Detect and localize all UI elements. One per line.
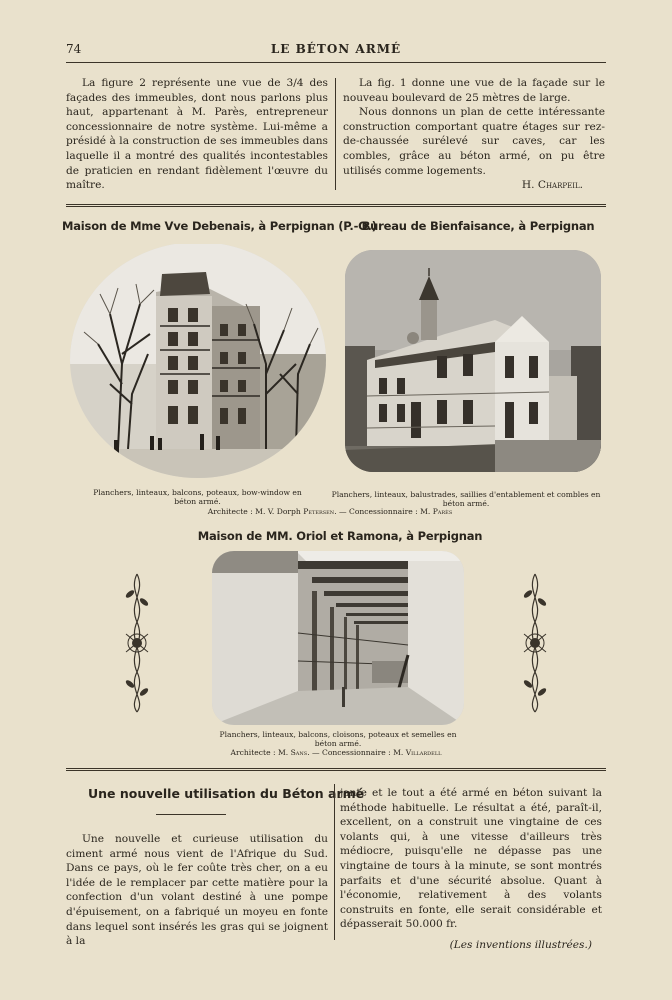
top-right-column bbox=[343, 76, 605, 193]
fig-bottom-title: Maison de MM. Oriol et Ramona, à Perpignan bbox=[197, 529, 483, 543]
article-source: (Les inventions illustrées.) bbox=[449, 938, 592, 951]
page-number: 74 bbox=[66, 42, 82, 56]
article-title: Une nouvelle utilisation du Béton armé bbox=[88, 786, 365, 801]
credit-2-concessionnaire-name: Villardell bbox=[405, 748, 442, 757]
floral-ornament-right bbox=[518, 572, 552, 714]
credit-2-architect-label: Architecte : M. bbox=[230, 748, 291, 757]
top-column-divider bbox=[335, 78, 336, 190]
article-left-paragraph: Une nouvelle et curieuse utilisation du ciment armé nous vient de l'Afrique du Sud. Dans ce pays, où le fer coûte très cher, on a eu l'idée de le remplacer par cette matière pour la confection d'un volant destiné à une pompe d'épuisement, on a fabriqué un moyeu en fonte dans lequel sont insérés les gras qui se joignent à la bbox=[66, 833, 328, 948]
article-right-column bbox=[340, 786, 602, 953]
header-rule bbox=[66, 62, 606, 63]
article-left-column bbox=[66, 832, 328, 949]
photo-maison-oriol-ramona bbox=[212, 551, 464, 725]
photo-maison-debenais bbox=[70, 244, 326, 482]
section-rule-bottom bbox=[66, 768, 606, 771]
page-header bbox=[66, 42, 606, 60]
section-rule-top bbox=[66, 204, 606, 207]
credit-2-concessionnaire-label: . — Concessionnaire : M. bbox=[307, 748, 406, 757]
top-left-paragraph: La figure 2 représente une vue de 3/4 des façades des immeubles, dont nous parlons plus haut, appartenant à M. Parès, entrepreneur concessionnaire de notre système. Lui-même a présidé à la construction de ses immeubles dans laquelle il a montré des qualités incontestables de praticien en rendant fidèlement l'œuvre du maître. bbox=[66, 77, 328, 192]
fig-bottom-caption: Planchers, linteaux, balcons, cloisons, poteaux et semelles en béton armé. bbox=[219, 730, 457, 748]
top-right-paragraph-1: La fig. 1 donne une vue de la façade sur le nouveau boulevard de 25 mètres de large. bbox=[343, 77, 605, 104]
floral-ornament-left bbox=[120, 572, 154, 714]
credit-1-architect-label: Architecte : M. V. Dorph bbox=[207, 507, 304, 516]
top-right-paragraph-2: Nous donnons un plan de cette intéressante construction comportant quatre étages sur rez-de-chaussée surélevé sur caves, car les combles, grâce au béton armé, on pu être utilisés comme logements. bbox=[343, 106, 605, 177]
credit-1-architect-name: Petersen bbox=[303, 507, 335, 516]
credit-line-1 bbox=[130, 507, 530, 516]
fig-left-title: Maison de Mme Vve Debenais, à Perpignan (P.-O.) bbox=[62, 219, 377, 233]
top-left-column bbox=[66, 76, 328, 193]
credit-line-2 bbox=[136, 748, 536, 757]
article-column-divider bbox=[334, 784, 335, 940]
credit-1-concessionnaire-label: . — Concessionnaire : M. bbox=[334, 507, 433, 516]
fig-left-caption: Planchers, linteaux, balcons, poteaux, bow-window en béton armé. bbox=[93, 488, 302, 506]
fig-right-caption: Planchers, linteaux, balustrades, saillies d'entablement et combles en béton armé. bbox=[331, 490, 601, 508]
credit-2-architect-name: Sans bbox=[290, 748, 308, 757]
journal-title: LE BÉTON ARMÉ bbox=[270, 42, 402, 56]
signature: H. Charpeil. bbox=[521, 179, 583, 192]
article-title-underline bbox=[156, 814, 226, 815]
credit-1-concessionnaire-name: Parès bbox=[432, 507, 453, 516]
photo-bureau-bienfaisance bbox=[345, 250, 601, 472]
article-right-paragraph: jante et le tout a été armé en béton suivant la méthode habituelle. Le résultat a été, paraît-il, excellent, on a construit une vingtaine de ces volants qui, à une vitesse d'ailleurs très médiocre, puisqu'elle ne dépasse pas une vingtaine de tours à la minute, se sont montrés parfaits et d'une sécurité absolue. Quant à l'économie, relativement à des volants construits en fonte, elle serait considérable et dépasserait 50.000 fr. bbox=[340, 787, 602, 931]
fig-right-title: Bureau de Bienfaisance, à Perpignan bbox=[361, 219, 595, 233]
